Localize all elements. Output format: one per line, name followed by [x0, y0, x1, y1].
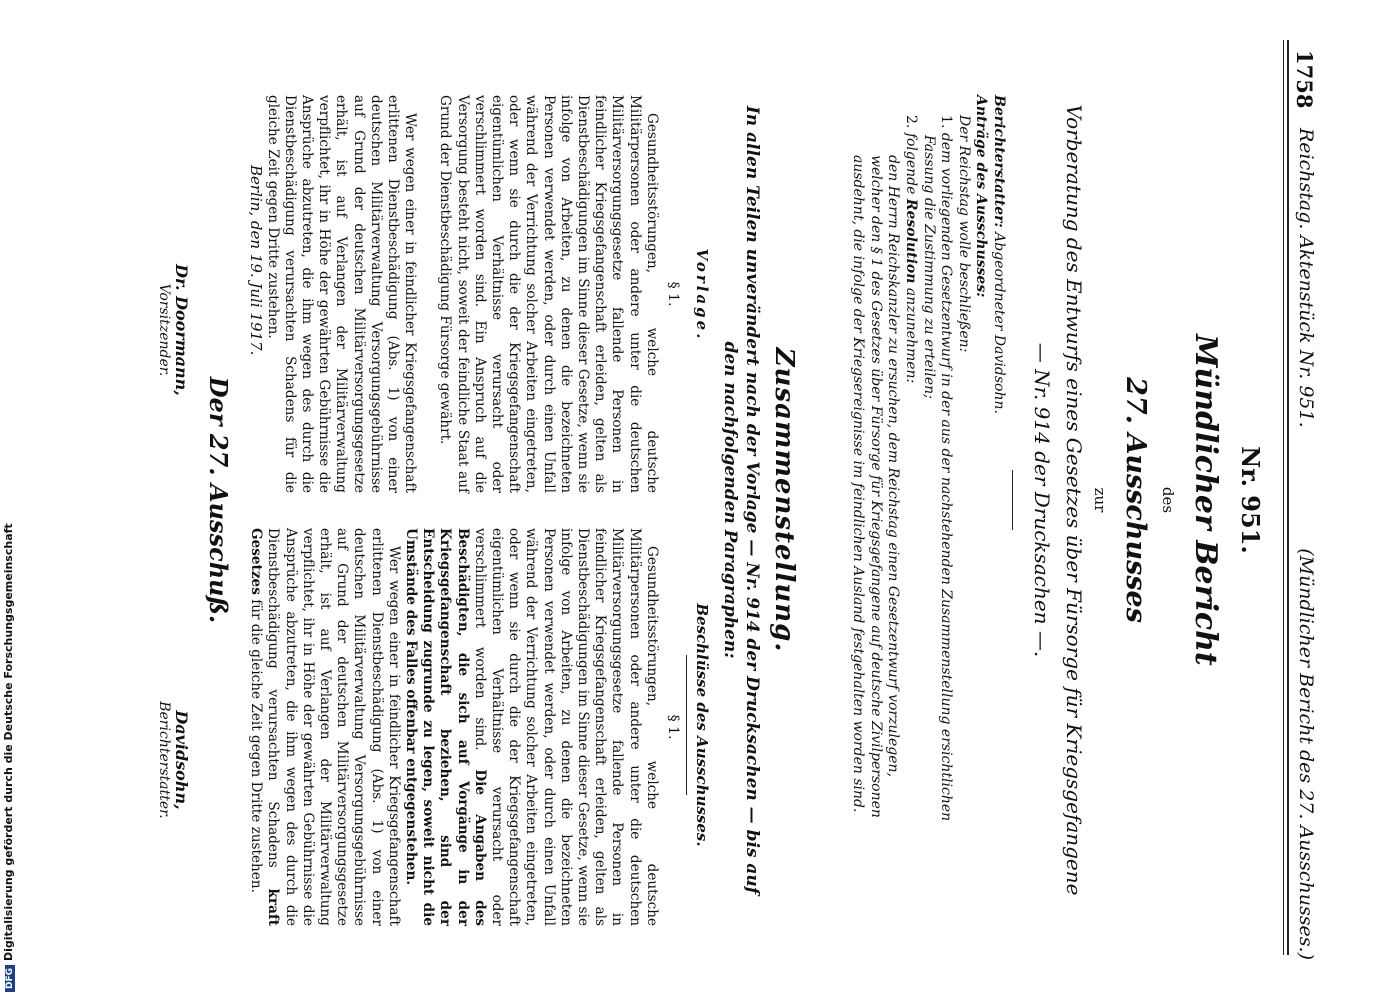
beschluesse-amendment-text: Die Angaben des Beschädigten, die sich auf Vorgänge in der Kriegsgefangenschaft beziehen, sind der Entscheidung zugrunde zu legen, soweit nicht die Umstände des Falles offenbar entgegenstehen.: [402, 528, 488, 927]
vorlage-section: § 1.: [665, 281, 681, 307]
title-des: des: [1159, 486, 1177, 514]
resolution-line-1: den Herrn Reichskanzler zu ersuchen, dem Reichstag einen Gesetzentwurf vorzulegen,: [885, 155, 902, 777]
reporter-role: Berichterstatter.: [156, 701, 172, 819]
berichterstatter-line: [989, 95, 1007, 915]
vorlage-paragraph-2: Wer wegen einer in feindlicher Kriegsgefangenschaft erlittenen Dienstbeschädigung (Abs. 1) von einer deutschen Militärverwaltung Versorgungsgebührnisse auf Grund der deutschen Militärversorgungsgesetze erhält, ist auf Verlangen der Militärverwaltung verpflichtet, ihr in Höhe der gewährten Gebührnisse die Ansprüche abzutreten, die ihm wegen des durch die Dienstbeschädigung verursachten Schadens für die gleiche Zeit gegen Dritte zustehen.: [264, 95, 419, 493]
beschluesse-paragraph-1-text: Gesundheitsstörungen, welche deutsche Militärpersonen oder andere unter die deutschen Militärversorgungsgesetze fallende Personen in feindlicher Kriegsgefangenschaft erleiden, gelten als Dienstbeschädigungen im Sinne dieser Gesetze, wenn sie infolge von Arbeiten, zu denen die bezeichneten Personen verwendet werden, oder durch einen Unfall während der Verrichtung solcher Arbeiten eingetreten, oder wenn sie durch die der Kriegsgefangenschaft eigentümlichen Verhältnisse verursacht oder verschlimmert worden sind.: [471, 528, 660, 926]
subject-line-1: Vorberatung des Entwurfs eines Gesetzes über Fürsorge für Kriegsgefangene: [1062, 104, 1086, 896]
motion-item-2-number: 2.: [903, 115, 920, 129]
digitization-text: Digitalisierung gefördert durch die Deutsche Forschungsgemeinschaft: [2, 523, 15, 961]
berichterstatter-label: Berichterstatter:: [991, 95, 1007, 228]
motion-intro: Der Reichstag wolle beschließen:: [955, 115, 972, 353]
running-header-right: (Mündlicher Bericht des 27. Ausschusses.): [1295, 548, 1317, 960]
motion-item-1-line-1: dem vorliegenden Gesetzentwurf in der aus der nachstehenden Zusammenstellung ersichtlichen: [938, 132, 955, 822]
signature-chair: [156, 210, 191, 450]
header-rule-thin: [1283, 40, 1284, 955]
document-title: Mündlicher Bericht: [1188, 334, 1223, 666]
column-heading-rule: [686, 655, 687, 795]
place-date: Berlin, den 19. Juli 1917.: [247, 165, 265, 356]
title-divider: [1012, 470, 1013, 530]
antraege-label: Anträge des Ausschusses:: [973, 95, 990, 298]
document-number: Nr. 951.: [1236, 446, 1265, 554]
motion-item-2-pre: folgende: [903, 132, 920, 195]
motion-item-1-number: 1.: [938, 115, 955, 129]
resolution-line-2: welcher den § 1 des Gesetzes über Fürsorge für Kriegsgefangene auf deutsche Zivilpersonen: [867, 155, 884, 818]
resolution-label: Resolution: [903, 198, 920, 284]
title-zur: zur: [1091, 487, 1109, 513]
beschluesse-paragraph-2-text-b: für die gleiche Zeit gegen Dritte zustehen.: [248, 599, 265, 893]
subject-line-2: — Nr. 914 der Drucksachen —.: [1030, 342, 1054, 658]
report-block: [849, 95, 1007, 915]
motion-item-2: [901, 95, 919, 915]
column-heading-beschluesse: Beschlüsse des Ausschusses.: [693, 603, 711, 847]
digitization-note: [2, 523, 15, 992]
committee-title: 27. Ausschusses: [1120, 377, 1151, 623]
column-heading-vorlage: Vorlage.: [693, 248, 711, 342]
page-number: 1758: [1292, 50, 1317, 109]
vorlage-paragraph-1: Gesundheitsstörungen, welche deutsche Militärpersonen oder andere unter die deutschen Militärversorgungsgesetze fallende Personen in feindlicher Kriegsgefangenschaft erleiden, gelten als Dienstbeschädigungen im Sinne dieser Gesetze, wenn sie infolge von Arbeiten, zu denen die bezeichneten Personen verwendet werden, oder durch einen Unfall während der Verrichtung solcher Arbeiten eingetreten, oder wenn sie durch die der Kriegsgefangenschaft eigentümlichen Verhältnisse verursacht oder verschlimmert worden sind. Ein Anspruch auf die Versorgung besteht nicht, soweit der feindliche Staat auf Grund der Dienstbeschädigung Fürsorge gewährt.: [437, 95, 660, 493]
beschluesse-paragraph-2: [247, 528, 402, 926]
resolution-line-3: ausdehnt, die infolge der Kriegsereignisse im feindlichen Ausland festgehalten worden sind.: [850, 155, 867, 813]
header-rule: [1287, 40, 1289, 955]
beschluesse-amendment-kraft: kraft Gesetzes: [248, 528, 282, 926]
reporter-name: Davidsohn,: [172, 710, 191, 810]
beschluesse-paragraph-2-text-a: Wer wegen einer in feindlicher Kriegsgefangenschaft erlittenen Dienstbeschädigung (Abs. 1) von einer deutschen Militärverwaltung Versorgungsgebührnisse auf Grund der deutschen Militärversorgungsgesetze erhält, ist auf Verlangen der Militärverwaltung verpflichtet, ihr in Höhe der gewährten Gebührnisse die Ansprüche abzutreten, die ihm wegen des durch die Dienstbeschädigung verursachten Schadens: [265, 528, 402, 926]
motion-item-2-post: anzunehmen:: [903, 287, 920, 384]
beschluesse-section: § 1.: [665, 714, 681, 740]
signature-committee: Der 27. Ausschuß.: [204, 376, 233, 624]
zusammenstellung-sub-1: In allen Teilen unverändert nach der Vorlage — Nr. 914 der Drucksachen — bis auf: [742, 105, 762, 895]
chair-name: Dr. Doormann,: [172, 264, 191, 396]
running-header-left: Reichstag. Aktenstück Nr. 951.: [1295, 128, 1317, 428]
motion-item-1: [937, 95, 955, 915]
beschluesse-paragraph-1: [402, 528, 660, 926]
zusammenstellung-heading: Zusammenstellung.: [769, 347, 799, 653]
dfg-logo: DFG: [5, 965, 15, 992]
motion-item-1-line-2: Fassung die Zustimmung zu erteilen;: [920, 135, 937, 399]
zusammenstellung-sub-2: den nachfolgenden Paragraphen:: [720, 341, 740, 659]
chair-role: Vorsitzender.: [156, 283, 172, 377]
signature-reporter: [156, 640, 191, 880]
berichterstatter-value: Abgeordneter Davidsohn.: [991, 232, 1007, 414]
beschluesse-column: [247, 528, 683, 926]
vorlage-column: [263, 95, 683, 493]
